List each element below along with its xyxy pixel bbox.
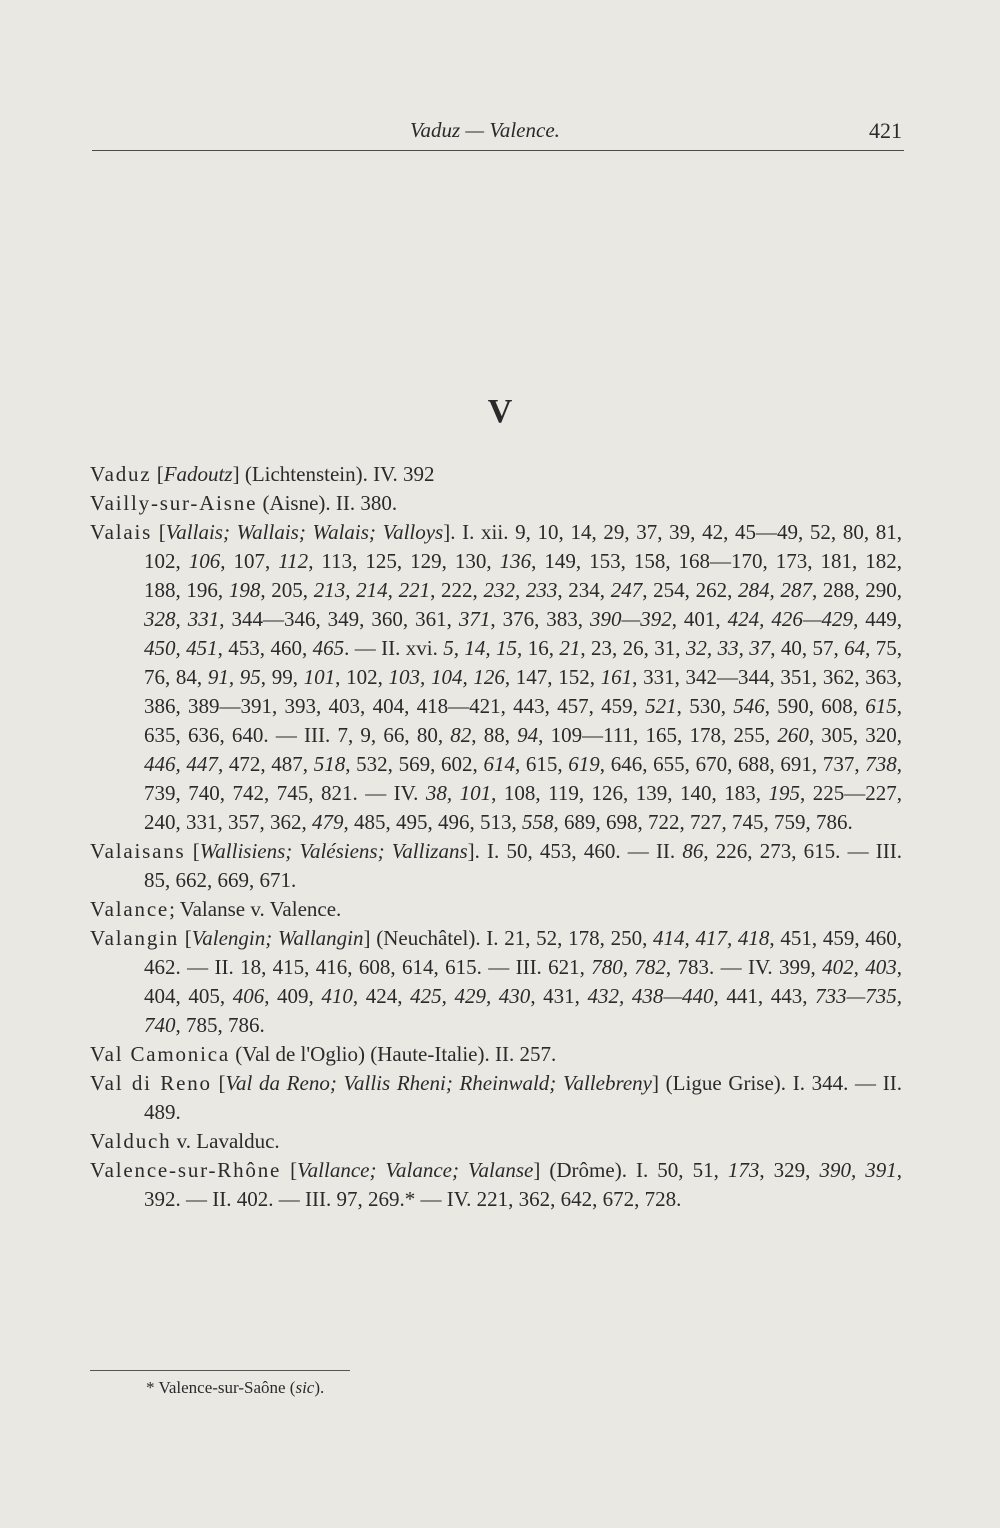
entry-text: , 113, 125, 129, 130, bbox=[308, 549, 500, 573]
entry-text: (Val de l'Oglio) (Haute-Italie). II. 257. bbox=[229, 1042, 557, 1066]
page-header bbox=[92, 118, 904, 148]
footnote bbox=[146, 1378, 324, 1398]
entry-variant-forms: Val da Reno; Vallis Rheni; Rheinwald; Vallebreny bbox=[225, 1071, 652, 1095]
entry-headword: Valangin bbox=[90, 926, 180, 950]
entry-italic-ref: 402, 403 bbox=[822, 955, 897, 979]
entry-italic-ref: 247 bbox=[610, 578, 643, 602]
entry-text: , 431, bbox=[530, 984, 588, 1008]
entry-headword: Vaduz bbox=[90, 462, 152, 486]
entry-italic-ref: 546 bbox=[733, 694, 765, 718]
entry-italic-ref: 738 bbox=[865, 752, 897, 776]
entry-italic-ref: 614 bbox=[483, 752, 515, 776]
entry-variant-forms: Wallisiens; Valésiens; Vallizans bbox=[199, 839, 468, 863]
entry-text: , 344—346, 349, 360, 361, bbox=[219, 607, 459, 631]
entry-text: , 689, 698, 722, 727, 745, 759, 786. bbox=[553, 810, 853, 834]
footnote-text: ). bbox=[314, 1378, 325, 1397]
entry-italic-ref: 521 bbox=[645, 694, 677, 718]
page-number: 421 bbox=[869, 118, 902, 143]
entry-text: [ bbox=[185, 839, 200, 863]
entry-text: [ bbox=[211, 1071, 226, 1095]
footnote-italic: sic bbox=[295, 1378, 315, 1397]
index-entry bbox=[90, 489, 902, 518]
running-title: Vaduz — Valence. bbox=[410, 118, 560, 142]
entry-variant-forms: Fadoutz bbox=[163, 462, 233, 486]
entry-italic-ref: 479 bbox=[312, 810, 344, 834]
entry-text: , 16, bbox=[517, 636, 560, 660]
entry-text: v. Lavalduc. bbox=[171, 1129, 280, 1153]
entry-text: , 485, 495, 496, 513, bbox=[343, 810, 522, 834]
entry-italic-ref: 161 bbox=[600, 665, 633, 689]
entry-text: , 234, bbox=[557, 578, 611, 602]
entry-italic-ref: 232, 233 bbox=[483, 578, 558, 602]
header-rule bbox=[92, 150, 904, 151]
entry-text: , 783. — IV. 399, bbox=[665, 955, 823, 979]
entry-text: , 226, 273, 615. — III. 85, 662, 669, 671. bbox=[144, 839, 902, 892]
entry-text: , 254, 262, bbox=[642, 578, 739, 602]
section-letter: V bbox=[487, 393, 513, 430]
entry-italic-ref: 195 bbox=[768, 781, 801, 805]
footnote-text: * Valence-sur-Saône ( bbox=[146, 1378, 296, 1397]
entry-text: , 40, 57, bbox=[770, 636, 845, 660]
entry-text: , 532, 569, 602, bbox=[345, 752, 484, 776]
entry-italic-ref: 284, 287 bbox=[738, 578, 812, 602]
entry-italic-ref: 615 bbox=[865, 694, 897, 718]
entry-text: , 75, 76, 84, bbox=[144, 636, 903, 689]
entry-text: , 739, 740, 742, 745, 821. — IV. bbox=[144, 752, 903, 805]
entry-text: , 205, bbox=[260, 578, 314, 602]
entry-italic-ref: 106 bbox=[188, 549, 221, 573]
entry-text: , 472, 487, bbox=[217, 752, 314, 776]
entry-text: , 222, bbox=[430, 578, 484, 602]
entry-italic-ref: 213, 214, 221 bbox=[313, 578, 431, 602]
entry-italic-ref: 465 bbox=[312, 636, 345, 660]
entry-text: , 225—227, 240, 331, 357, 362, bbox=[144, 781, 903, 834]
entry-text: , 331, 342—344, 351, 362, 363, 386, 389—391, 393, 403, 404, 418—421, 443, 457, 459, bbox=[144, 665, 903, 718]
entry-text: ] (Drôme). I. 50, 51, bbox=[533, 1158, 728, 1182]
entry-italic-ref: 260 bbox=[777, 723, 809, 747]
entry-text: , 785, 786. bbox=[175, 1013, 265, 1037]
index-entry bbox=[90, 460, 902, 489]
index-entry bbox=[90, 1127, 902, 1156]
entry-text: , 102, bbox=[335, 665, 389, 689]
entry-italic-ref: 518 bbox=[313, 752, 346, 776]
entry-italic-ref: 780, 782 bbox=[591, 955, 666, 979]
entry-text: (Aisne). II. 380. bbox=[257, 491, 398, 515]
entry-text: , 453, 460, bbox=[217, 636, 313, 660]
entry-italic-ref: 82 bbox=[450, 723, 472, 747]
entry-headword: Val di Reno bbox=[90, 1071, 212, 1095]
entry-text: . — II. xvi. bbox=[344, 636, 444, 660]
entry-text: , 149, 153, 158, 168—170, 173, 181, 182, 188, 196, bbox=[144, 549, 903, 602]
entry-italic-ref: 414, 417, 418 bbox=[653, 926, 770, 950]
entry-italic-ref: 32, 33, 37 bbox=[685, 636, 771, 660]
entry-italic-ref: 619 bbox=[568, 752, 600, 776]
entry-italic-ref: 86 bbox=[682, 839, 704, 863]
entry-italic-ref: 173 bbox=[727, 1158, 760, 1182]
index-entry bbox=[90, 1069, 902, 1127]
entry-text: , 329, bbox=[759, 1158, 820, 1182]
entry-text: , 646, 655, 670, 688, 691, 737, bbox=[599, 752, 866, 776]
entry-italic-ref: 425, 429, 430 bbox=[410, 984, 531, 1008]
entry-italic-ref: 136 bbox=[499, 549, 532, 573]
index-entry bbox=[90, 518, 902, 837]
entry-italic-ref: 38, 101 bbox=[425, 781, 492, 805]
entry-text: , 108, 119, 126, 139, 140, 183, bbox=[491, 781, 769, 805]
entry-italic-ref: 390—392 bbox=[590, 607, 672, 631]
entry-headword: Vailly-sur-Aisne bbox=[90, 491, 258, 515]
entry-text: , 441, 443, bbox=[713, 984, 816, 1008]
entry-text: , 449, bbox=[853, 607, 903, 631]
entry-italic-ref: 406 bbox=[232, 984, 265, 1008]
entry-text: , 590, 608, bbox=[764, 694, 866, 718]
entry-text: [ bbox=[152, 520, 166, 544]
entry-italic-ref: 91, 95 bbox=[207, 665, 261, 689]
entry-italic-ref: 446, 447 bbox=[144, 752, 218, 776]
entry-variant-forms: Vallance; Valance; Valanse bbox=[297, 1158, 534, 1182]
entry-italic-ref: 733—735, 740 bbox=[144, 984, 903, 1037]
entry-headword: Valence-sur-Rhône bbox=[90, 1158, 282, 1182]
entry-italic-ref: 328, 331 bbox=[144, 607, 220, 631]
entry-text: , 109—111, 165, 178, 255, bbox=[538, 723, 778, 747]
entry-italic-ref: 5, 14, 15 bbox=[443, 636, 518, 660]
entry-text: , 635, 636, 640. — III. 7, 9, 66, 80, bbox=[144, 694, 903, 747]
index-entry bbox=[90, 837, 902, 895]
entry-italic-ref: 432, 438—440 bbox=[587, 984, 714, 1008]
entry-text: ]. I. xii. 9, 10, 14, 29, 37, 39, 42, 45—49, 52, 80, 81, 102, bbox=[144, 520, 902, 573]
entry-text: [ bbox=[151, 462, 164, 486]
entry-text: , 530, bbox=[676, 694, 734, 718]
entry-text: ] (Neuchâtel). I. 21, 52, 178, 250, bbox=[363, 926, 654, 950]
entry-headword: Valduch bbox=[90, 1129, 172, 1153]
entry-text: , 424, bbox=[352, 984, 411, 1008]
entry-italic-ref: 101 bbox=[303, 665, 336, 689]
entry-italic-ref: 64 bbox=[844, 636, 866, 660]
entry-text: , 615, bbox=[514, 752, 569, 776]
entry-variant-forms: Vallais; Wallais; Walais; Valloys bbox=[165, 520, 444, 544]
entry-text: ] (Ligue Grise). I. 344. — II. 489. bbox=[144, 1071, 902, 1124]
entry-italic-ref: 112 bbox=[278, 549, 309, 573]
entry-italic-ref: 94 bbox=[517, 723, 539, 747]
entry-italic-ref: 21 bbox=[559, 636, 581, 660]
entry-italic-ref: 198 bbox=[228, 578, 261, 602]
entry-headword: Valaisans bbox=[90, 839, 186, 863]
entry-italic-ref: 450, 451 bbox=[144, 636, 218, 660]
entry-italic-ref: 103, 104, 126 bbox=[388, 665, 505, 689]
entry-text: , 409, bbox=[264, 984, 322, 1008]
entry-italic-ref: 558 bbox=[522, 810, 554, 834]
entry-text: , 376, 383, bbox=[490, 607, 591, 631]
entry-text: ; Valanse v. Valence. bbox=[169, 897, 342, 921]
index-entries bbox=[90, 460, 902, 1214]
entry-italic-ref: 410 bbox=[321, 984, 353, 1008]
index-entry bbox=[90, 895, 902, 924]
entry-italic-ref: 390, 391 bbox=[819, 1158, 897, 1182]
entry-text: , 401, bbox=[671, 607, 728, 631]
index-entry bbox=[90, 1040, 902, 1069]
entry-italic-ref: 424, 426—429 bbox=[727, 607, 854, 631]
entry-text: [ bbox=[281, 1158, 298, 1182]
entry-text: , 147, 152, bbox=[504, 665, 601, 689]
entry-italic-ref: 371 bbox=[458, 607, 491, 631]
entry-text: , 392. — II. 402. — III. 97, 269.* — IV. 221, 362, 642, 672, 728. bbox=[144, 1158, 902, 1211]
entry-text: ]. I. 50, 453, 460. — II. bbox=[467, 839, 683, 863]
entry-headword: Valais bbox=[90, 520, 153, 544]
index-entry bbox=[90, 924, 902, 1040]
entry-headword: Val Camonica bbox=[90, 1042, 230, 1066]
entry-text: , 23, 26, 31, bbox=[580, 636, 686, 660]
entry-headword: Valance bbox=[90, 897, 170, 921]
entry-text: [ bbox=[179, 926, 192, 950]
entry-text: , 451, 459, 460, 462. — II. 18, 415, 416, 608, 614, 615. — III. 621, bbox=[144, 926, 903, 979]
entry-text: , 288, 290, bbox=[811, 578, 903, 602]
entry-text: , 88, bbox=[471, 723, 518, 747]
entry-variant-forms: Valengin; Wallangin bbox=[191, 926, 364, 950]
entry-text: , 305, 320, bbox=[808, 723, 903, 747]
entry-text: , 404, 405, bbox=[144, 955, 902, 1008]
entry-text: , 99, bbox=[260, 665, 304, 689]
footnote-rule bbox=[90, 1370, 350, 1371]
entry-text: , 107, bbox=[220, 549, 279, 573]
index-entry bbox=[90, 1156, 902, 1214]
entry-text: ] (Lichtenstein). IV. 392 bbox=[232, 462, 435, 486]
